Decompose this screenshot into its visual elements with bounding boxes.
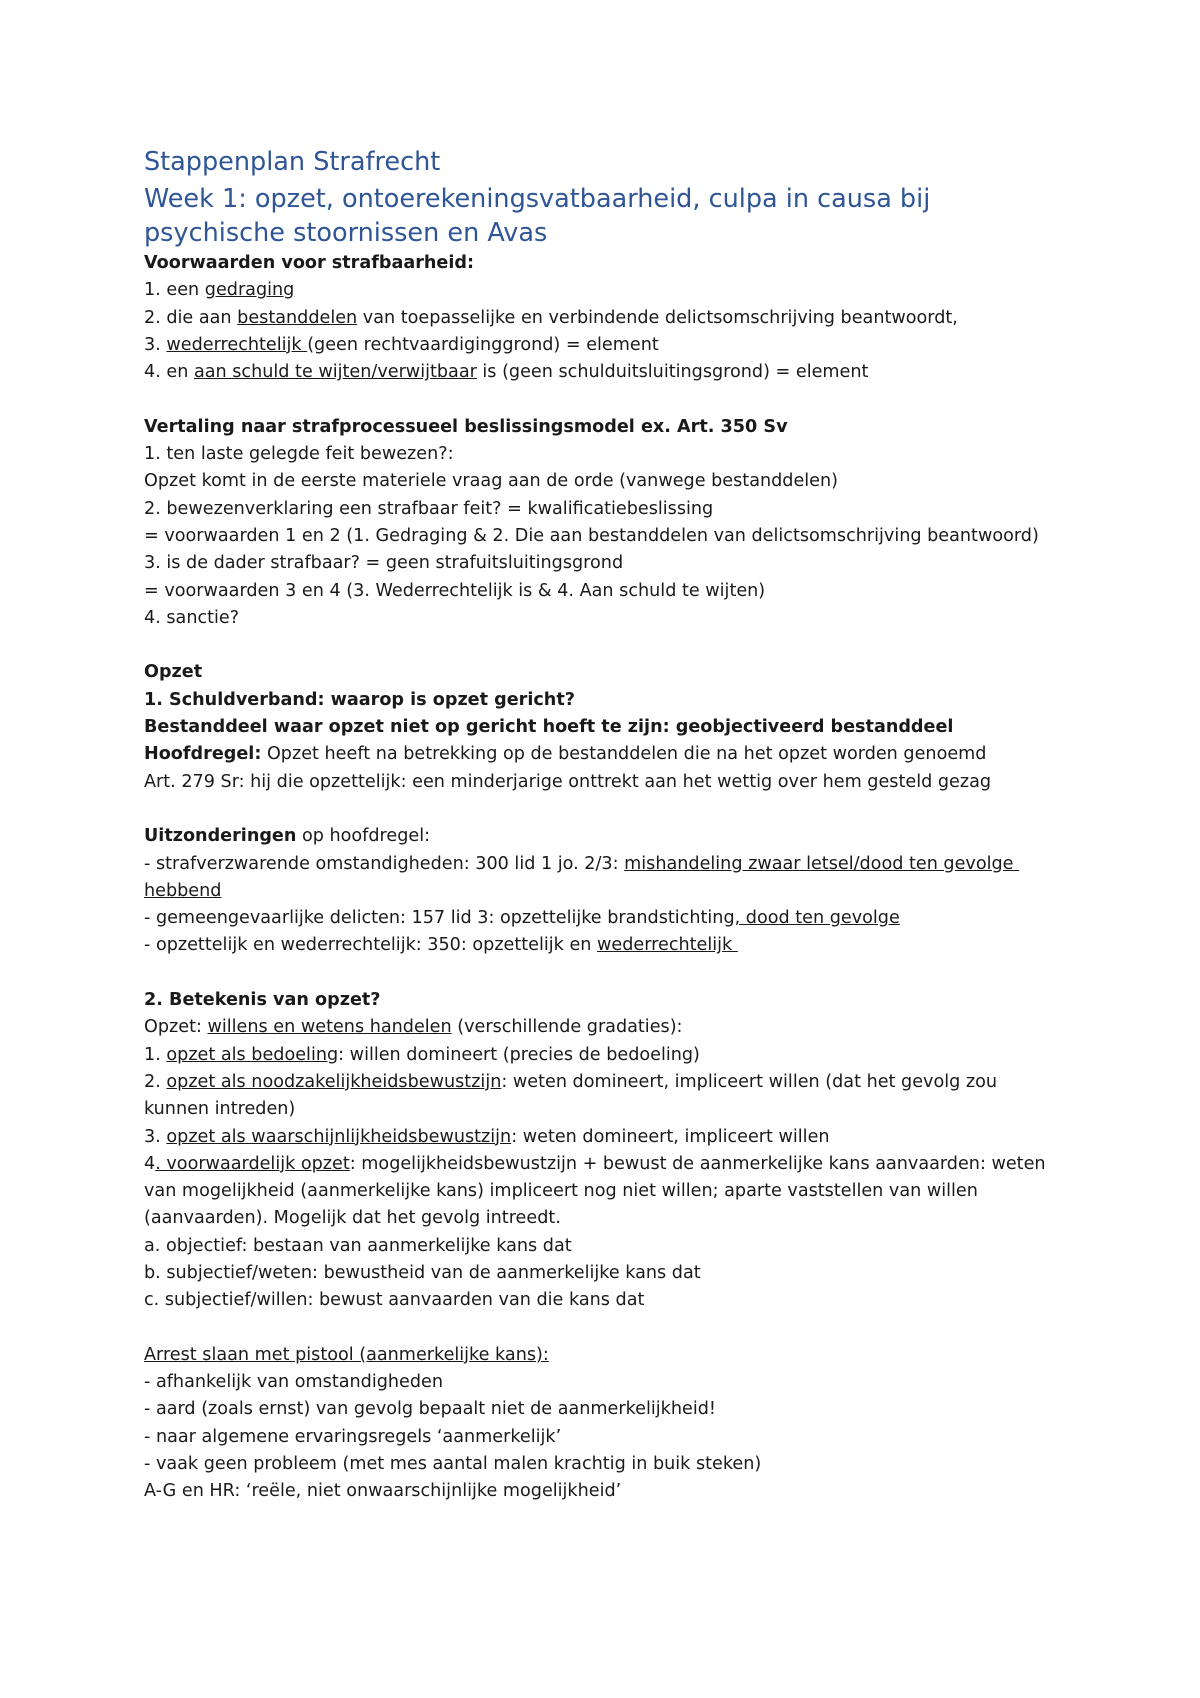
text-line — [144, 1151, 1074, 1178]
text-segment: A-G en HR: ‘reële, niet onwaarschijnlijke mogelijkheid’ — [144, 1481, 622, 1502]
text-segment: - naar algemene ervaringsregels ‘aanmerkelijk’ — [144, 1426, 562, 1447]
underlined-text: opzet als bedoeling — [166, 1044, 339, 1065]
bold-text: Bestanddeel waar opzet niet op gericht hoeft te zijn: geobjectiveerd bestanddeel — [144, 717, 954, 738]
bold-text: Uitzonderingen — [144, 826, 297, 847]
text-segment: 1. een — [144, 280, 205, 301]
underlined-text: Arrest slaan met pistool (aanmerkelijke kans): — [144, 1344, 549, 1365]
text-segment: : willen domineert (precies de bedoeling) — [338, 1044, 700, 1065]
text-segment: 3. — [144, 334, 167, 355]
text-line — [144, 878, 1074, 905]
text-line — [144, 496, 1074, 523]
text-segment: : weten domineert, impliceert willen — [511, 1126, 830, 1147]
bold-text: Opzet — [144, 662, 203, 683]
text-segment: = voorwaarden 3 en 4 (3. Wederrechtelijk is & 4. Aan schuld te wijten) — [144, 580, 766, 601]
text-segment: c. subjectief/willen: bewust aanvaarden van die kans dat — [144, 1290, 645, 1311]
text-segment: = voorwaarden 1 en 2 (1. Gedraging & 2. Die aan bestanddelen van delictsomschrijving beantwoord) — [144, 525, 1039, 546]
blank-line — [144, 960, 1074, 987]
text-line — [144, 987, 1074, 1014]
underlined-text: willens en wetens handelen — [207, 1017, 452, 1038]
text-segment: : weten domineert, impliceert willen (dat het gevolg zou — [501, 1071, 998, 1092]
text-line — [144, 1451, 1074, 1478]
blank-line — [144, 386, 1074, 413]
text-segment: - aard (zoals ernst) van gevolg bepaalt niet de aanmerkelijkheid! — [144, 1399, 716, 1420]
underlined-text: opzet als noodzakelijkheidsbewustzijn — [166, 1071, 502, 1092]
text-segment: 4 — [144, 1153, 156, 1174]
text-segment: Opzet komt in de eerste materiele vraag aan de orde (vanwege bestanddelen) — [144, 471, 839, 492]
text-line — [144, 1096, 1074, 1123]
text-segment: Opzet: — [144, 1017, 208, 1038]
bold-text: Hoofdregel: — [144, 744, 262, 765]
text-segment: 4. sanctie? — [144, 607, 240, 628]
text-line — [144, 1287, 1074, 1314]
text-line — [144, 659, 1074, 686]
text-line — [144, 359, 1074, 386]
text-line — [144, 441, 1074, 468]
text-line — [144, 1042, 1074, 1069]
text-line — [144, 1369, 1074, 1396]
text-segment: a. objectief: bestaan van aanmerkelijke kans dat — [144, 1235, 572, 1256]
text-segment: 2. bewezenverklaring een strafbaar feit? = kwalificatiebeslissing — [144, 498, 714, 519]
underlined-text: wederrechtelijk — [166, 334, 308, 355]
text-line — [144, 550, 1074, 577]
text-segment: 1. — [144, 1044, 167, 1065]
text-line — [144, 1260, 1074, 1287]
text-line — [144, 769, 1074, 796]
bold-text: Vertaling naar strafprocessueel beslissingsmodel ex. Art. 350 Sv — [144, 416, 788, 437]
underlined-text: opzet als waarschijnlijkheidsbewustzijn — [166, 1126, 512, 1147]
text-line — [144, 1014, 1074, 1041]
text-line — [144, 250, 1074, 277]
text-segment: - opzettelijk en wederrechtelijk: 350: opzettelijk en — [144, 935, 598, 956]
text-segment: 2. die aan — [144, 307, 238, 328]
text-line — [144, 332, 1074, 359]
text-segment: 3. — [144, 1126, 167, 1147]
text-line — [144, 851, 1074, 878]
text-line — [144, 414, 1074, 441]
text-segment: - strafverzwarende omstandigheden: 300 lid 1 jo. 2/3: — [144, 853, 625, 874]
underlined-text: bestanddelen — [237, 307, 358, 328]
text-line — [144, 1342, 1074, 1369]
text-segment: Opzet heeft na betrekking op de bestanddelen die na het opzet worden genoemd — [261, 744, 987, 765]
text-segment: : mogelijkheidsbewustzijn + bewust de aanmerkelijke kans aanvaarden: weten — [349, 1153, 1046, 1174]
text-segment: 1. ten laste gelegde feit bewezen?: — [144, 444, 454, 465]
text-line — [144, 714, 1074, 741]
text-segment: - gemeengevaarlijke delicten: 157 lid 3: opzettelijke brandstichting — [144, 908, 735, 929]
underlined-text: , dood ten gevolge — [734, 908, 900, 929]
text-segment: Art. 279 Sr: hij die opzettelijk: een minderjarige onttrekt aan het wettig over hem gesteld gezag — [144, 771, 992, 792]
text-line — [144, 1205, 1074, 1232]
document-body — [144, 144, 1074, 1506]
text-line — [144, 1396, 1074, 1423]
text-line — [144, 1424, 1074, 1451]
text-line — [144, 468, 1074, 495]
text-segment: kunnen intreden) — [144, 1099, 296, 1120]
text-line — [144, 578, 1074, 605]
text-line — [144, 1124, 1074, 1151]
underlined-text: wederrechtelijk — [597, 935, 738, 956]
bold-text: Voorwaarden voor strafbaarheid: — [144, 253, 475, 273]
text-line — [144, 1069, 1074, 1096]
text-segment: (aanvaarden). Mogelijk dat het gevolg intreedt. — [144, 1208, 561, 1229]
text-line — [144, 1178, 1074, 1205]
underlined-text: mishandeling zwaar letsel/dood ten gevolge — [624, 853, 1020, 874]
text-line — [144, 905, 1074, 932]
underlined-text: aan schuld te wijten/verwijtbaar — [193, 362, 477, 383]
text-segment: 4. en — [144, 362, 194, 383]
text-line — [144, 305, 1074, 332]
bold-text: 2. Betekenis van opzet? — [144, 990, 381, 1011]
text-line — [144, 1478, 1074, 1505]
text-line — [144, 1233, 1074, 1260]
underlined-text: hebbend — [144, 880, 222, 901]
text-segment: (verschillende gradaties): — [451, 1017, 683, 1038]
text-segment: b. subjectief/weten: bewustheid van de aanmerkelijke kans dat — [144, 1262, 701, 1283]
text-line — [144, 523, 1074, 550]
text-segment: van toepasselijke en verbindende delictsomschrijving beantwoordt, — [357, 307, 958, 328]
text-line — [144, 823, 1074, 850]
text-segment: - vaak geen probleem (met mes aantal malen krachtig in buik steken) — [144, 1454, 762, 1475]
document-text — [144, 250, 1074, 1506]
text-line — [144, 932, 1074, 959]
underlined-text: gedraging — [204, 280, 295, 301]
text-line — [144, 687, 1074, 714]
underlined-text: . voorwaardelijk opzet — [155, 1153, 350, 1174]
text-segment: van mogelijkheid (aanmerkelijke kans) impliceert nog niet willen; aparte vaststellen van willen — [144, 1181, 978, 1202]
text-segment: 3. is de dader strafbaar? = geen strafuitsluitingsgrond — [144, 553, 624, 574]
blank-line — [144, 796, 1074, 823]
blank-line — [144, 1315, 1074, 1342]
text-segment: op hoofdregel: — [296, 826, 431, 847]
text-line — [144, 605, 1074, 632]
text-segment: - afhankelijk van omstandigheden — [144, 1372, 444, 1393]
text-segment: is (geen schulduitsluitingsgrond) = element — [476, 362, 869, 383]
text-segment: 2. — [144, 1071, 167, 1092]
document-title: Stappenplan Strafrecht — [144, 147, 441, 177]
document-subtitle: Week 1: opzet, ontoerekeningsvatbaarheid, culpa in causa bij psychische stoornissen en Avas — [144, 184, 931, 248]
bold-text: 1. Schuldverband: waarop is opzet gericht? — [144, 689, 575, 710]
blank-line — [144, 632, 1074, 659]
text-line — [144, 277, 1074, 304]
text-line — [144, 741, 1074, 768]
text-segment: (geen rechtvaardiginggrond) = element — [307, 334, 659, 355]
